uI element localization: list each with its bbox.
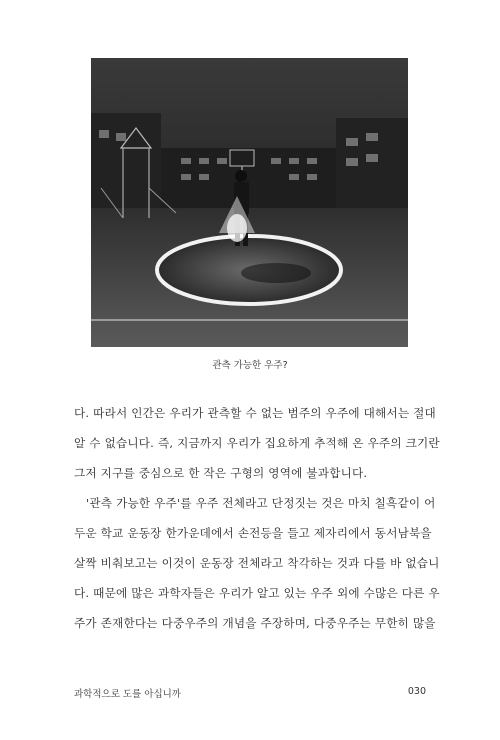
- text-line: 살짝 비춰보고는 이것이 운동장 전체라고 착각하는 것과 다를 바 없습니: [74, 556, 440, 570]
- text-line: 다. 때문에 많은 과학자들은 우리가 알고 있는 우주 외에 수많은 다른 우: [74, 586, 440, 600]
- figure-caption: 관측 가능한 우주?: [212, 360, 288, 371]
- text-line: 두운 학교 운동장 한가운데에서 손전등을 들고 제자리에서 동서남북을: [74, 526, 432, 540]
- text-line: '관측 가능한 우주'를 우주 전체라고 단정짓는 것은 마치 칠흑같이 어: [86, 496, 436, 510]
- text-line: 다. 따라서 인간은 우리가 관측할 수 없는 범주의 우주에 대해서는 절대: [74, 406, 436, 420]
- text-line: 주가 존재한다는 다중우주의 개념을 주장하며, 다중우주는 무한히 많을: [74, 616, 436, 630]
- text-line: 그저 지구를 중심으로 한 작은 구형의 영역에 불과합니다.: [74, 466, 368, 480]
- page-number: 030: [407, 686, 426, 697]
- body-text: [74, 398, 440, 638]
- paragraph-1: [74, 398, 440, 488]
- paragraph-2: [74, 488, 440, 638]
- schoolyard-flashlight-illustration: [91, 58, 408, 347]
- book-title: 과학적으로 도를 아십니까: [74, 689, 181, 700]
- text-line: 알 수 없습니다. 즉, 지금까지 우리가 집요하게 추적해 온 우주의 크기란: [74, 436, 440, 450]
- figure-illustration: [91, 58, 408, 347]
